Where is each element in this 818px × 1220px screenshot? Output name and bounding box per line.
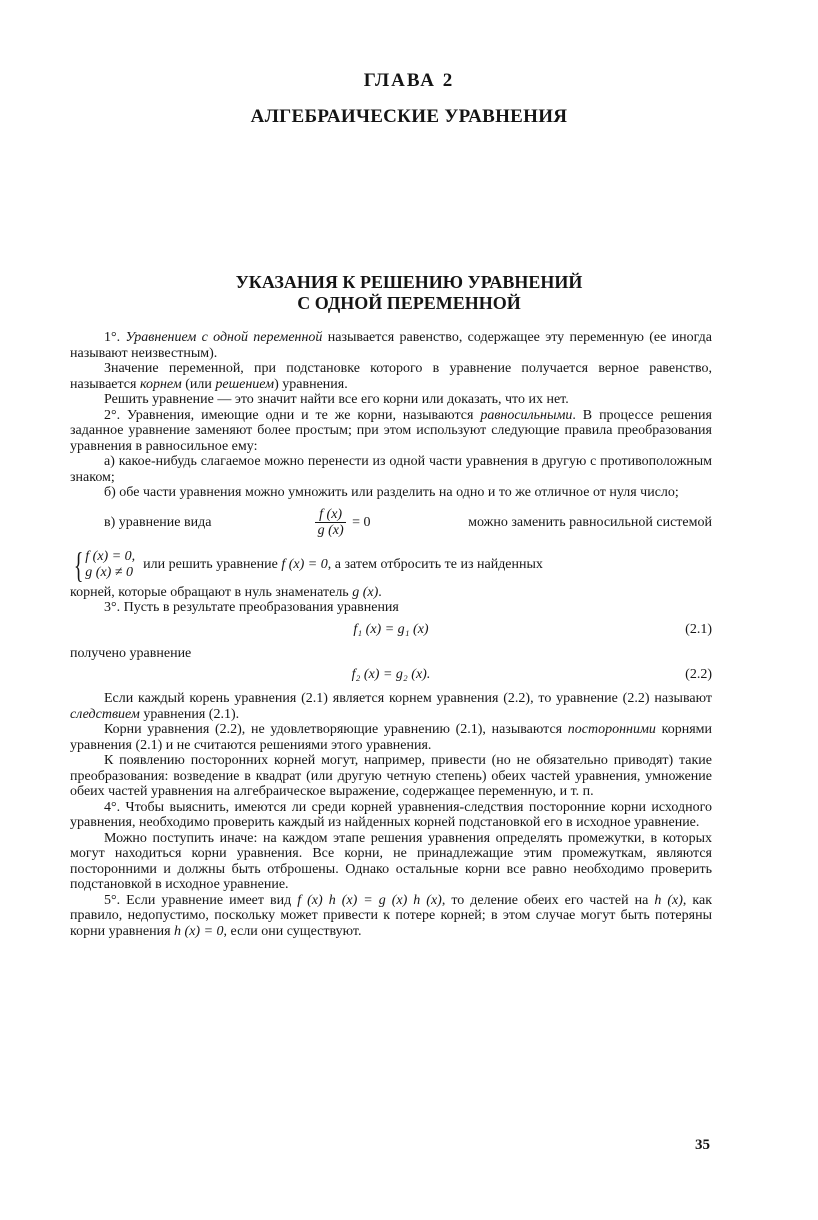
math-expression: f (x) h (x) = g (x) h (x) [297,892,442,908]
equation-number: (2.1) [685,621,712,637]
paragraph-text: . В процессе решения заданное уравнение заменяют более простым; при этом используют следующие правила преобразования уравнения в равносильное ему: [70,407,712,454]
paragraph: 3°. Пусть в результате преобразования уравнения [104,600,399,615]
paragraph [70,361,712,392]
brace: { [73,544,84,585]
paragraph [70,330,712,361]
system-line: f (x) = 0, [85,548,136,564]
term: корнем [139,376,182,392]
paragraph-text: , если они существуют. [223,923,362,939]
paragraph-text: , как правило, недопустимо, поскольку может привести к потере корней; в этом случае могут быть потеряны корни уравнения [70,892,713,939]
fraction-numerator: f (x) [315,507,346,524]
paragraph-text: уравнения (2.1). [139,706,240,722]
paragraph [70,408,712,455]
paragraph-text: называется равенство, содержащее эту переменную (ее иногда называют неизвестным). [70,330,713,361]
paragraph-text: . [378,584,382,600]
term: посторонними [567,722,656,737]
paragraph: получено уравнение [70,645,192,661]
term: следствием [70,706,140,722]
paragraph [70,691,712,722]
term: решением [215,376,275,392]
paragraph [70,585,712,601]
math-expression: h (x) = 0 [174,923,224,939]
equation: f₁ (x) = g₁ (x) [353,621,429,637]
paragraph: К появлению посторонних корней могут, например, привести (но не обязательно приводят) такие преобразования: возведение в квадрат (или другую четную степень) обеих частей уравнения, умножение обеих частей уравнения на алгебраическое выражение, содержащее переменную, и т. п. [70,753,712,799]
equals-zero: = 0 [352,514,371,530]
equation-2-2 [70,661,712,691]
rule-text-part: или решить уравнение [143,556,282,572]
paragraph [70,893,712,940]
fraction [315,507,346,539]
section-title-line2: С ОДНОЙ ПЕРЕМЕННОЙ [297,293,521,313]
math-expression: g (x) [352,584,379,600]
equation-number: (2.2) [685,667,712,682]
chapter-title: АЛГЕБРАИЧЕСКИЕ УРАВНЕНИЯ [250,106,568,127]
paragraph: а) какое-нибудь слагаемое можно перенести из одной части уравнения в другую с противоположным знаком; [70,454,712,485]
rule-text [143,557,712,573]
paragraph-text: (или [181,376,216,392]
paragraph: Можно поступить иначе: на каждом этапе решения уравнения определять промежутки, в которых могут находиться корни уравнения. Все корни, не принадлежащие этим промежуткам, являются посторонними и должны быть отброшены. Однако остальные корни все равно необходимо проверить подстановкой в исходное уравнение. [70,830,712,892]
paragraph-text: Если каждый корень уравнения (2.1) является корнем уравнения (2.2), то уравнение (2.2) называют [104,691,712,706]
paragraph: Решить уравнение — это значит найти все его корни или доказать, что их нет. [104,392,569,407]
system-line: g (x) ≠ 0 [85,564,134,580]
paragraph-text: ) уравнения. [274,376,348,392]
chapter-label: ГЛАВА 2 [363,70,455,91]
paragraph: б) обе части уравнения можно умножить или разделить на одно и то же отличное от нуля число; [104,485,679,500]
equation-2-1 [70,616,712,646]
paragraph-text: Значение переменной, при подстановке которого в уравнение получается верное равенство, называется [70,361,712,392]
section-title-line1: УКАЗАНИЯ К РЕШЕНИЮ УРАВНЕНИЙ [235,272,583,292]
item-number: 1°. [104,330,126,345]
page-number: 35 [695,1137,710,1153]
system-rule [70,545,712,585]
rule-text: в) уравнение вида [104,514,212,530]
section-title [0,272,818,314]
fraction-rule [70,501,712,545]
term: Уравнением с одной переменной [125,330,323,345]
system-of-equations [85,549,135,581]
paragraph-text: 2°. Уравнения, имеющие одни и те же корни, называются [104,407,481,423]
paragraph-text: 5°. Если уравнение имеет вид [104,892,298,908]
paragraph-text: корней, которые обращают в нуль знаменатель [70,584,353,600]
paragraph [70,722,712,753]
body-text [70,330,712,939]
fraction-denominator: g (x) [317,523,344,538]
rule-text: можно заменить равносильной системой [468,514,712,530]
fraction-equation [309,507,370,539]
math-expression: h (x) [654,892,683,908]
term: равносильными [480,407,573,423]
paragraph-text: корнями уравнения (2.1) и не считаются решениями этого уравнения. [70,722,712,753]
equation: f₂ (x) = g₂ (x). [351,667,431,682]
paragraph-text: Корни уравнения (2.2), не удовлетворяющие уравнению (2.1), называются [104,722,568,737]
math-expression: f (x) = 0 [281,556,328,572]
paragraph-text: , то деление обеих его частей на [441,892,655,908]
rule-text-part: , а затем отбросить те из найденных [327,556,543,572]
paragraph: 4°. Чтобы выяснить, имеются ли среди корней уравнения-следствия посторонние корни исходного уравнения, необходимо проверить каждый из найденных корней подстановкой его в исходное уравнение. [70,799,712,830]
